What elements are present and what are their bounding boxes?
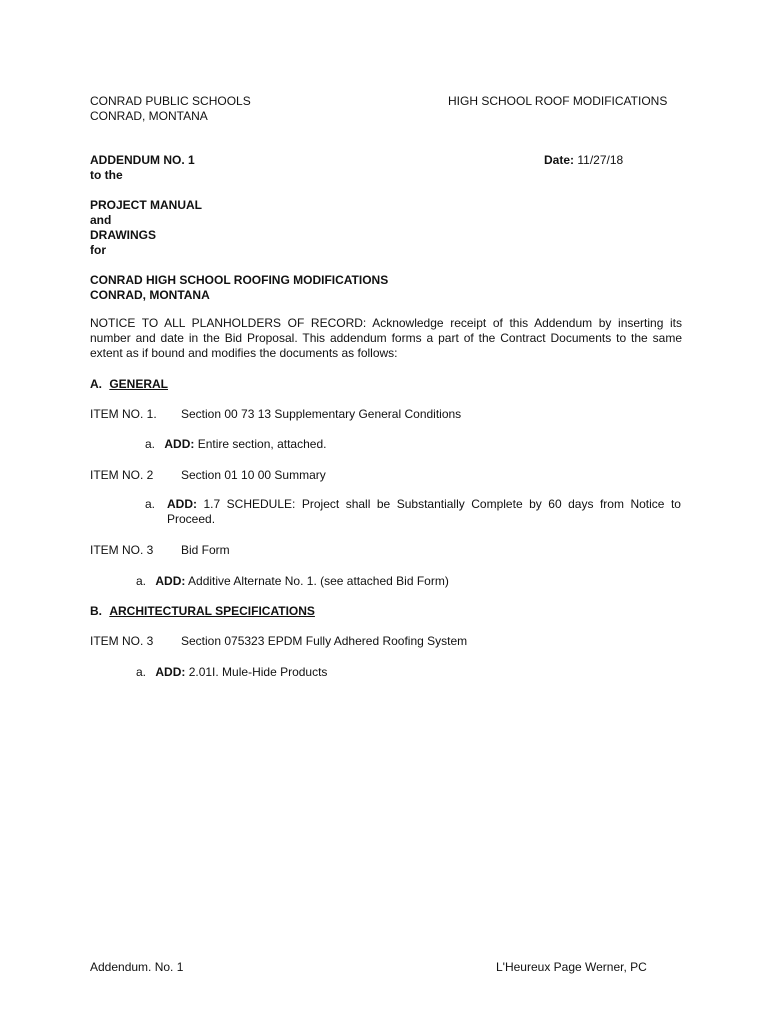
subject-location: CONRAD, MONTANA bbox=[90, 288, 210, 302]
project-drawings-label: DRAWINGS bbox=[90, 228, 156, 242]
addendum-date bbox=[544, 153, 623, 168]
notice-paragraph: NOTICE TO ALL PLANHOLDERS OF RECORD: Acknowledge receipt of this Addendum by inserting its number and date in the Bid Proposal. This addendum forms a part of the Contract Documents to the same extent as if bound and modifies the documents as follows: bbox=[90, 316, 682, 360]
item-1-text: Section 00 73 13 Supplementary General Conditions bbox=[181, 407, 462, 421]
section-b-heading bbox=[90, 604, 315, 619]
section-a-heading bbox=[90, 377, 168, 392]
item-3-sub-add: ADD: bbox=[155, 574, 186, 588]
item-b3-sub-letter: a. bbox=[136, 665, 147, 679]
section-a-title: GENERAL bbox=[109, 377, 169, 391]
item-3-sub-text: Additive Alternate No. 1. (see attached Bid Form) bbox=[188, 574, 449, 588]
section-b-letter: B. bbox=[90, 604, 102, 618]
item-b3-sub-text: 2.01I. Mule-Hide Products bbox=[188, 665, 328, 679]
section-b-title: ARCHITECTURAL SPECIFICATIONS bbox=[109, 604, 315, 618]
section-a-letter: A. bbox=[90, 377, 102, 391]
header-org-name: CONRAD PUBLIC SCHOOLS bbox=[90, 94, 251, 108]
item-2-sub-add: ADD: bbox=[167, 497, 197, 511]
item-1-sub-add: ADD: bbox=[164, 437, 195, 451]
header-org-location: CONRAD, MONTANA bbox=[90, 109, 208, 123]
item-2-sub-letter: a. bbox=[145, 497, 156, 511]
footer-firm-name: L'Heureux Page Werner, PC bbox=[496, 960, 647, 974]
project-for-label: for bbox=[90, 243, 106, 257]
item-3-sub-letter: a. bbox=[136, 574, 147, 588]
date-label: Date: bbox=[544, 153, 575, 167]
addendum-title: ADDENDUM NO. 1 bbox=[90, 153, 195, 167]
footer-addendum-number: Addendum. No. 1 bbox=[90, 960, 184, 974]
item-1-sub-text: Entire section, attached. bbox=[197, 437, 327, 451]
project-manual-label: PROJECT MANUAL bbox=[90, 198, 203, 212]
subject-title: CONRAD HIGH SCHOOL ROOFING MODIFICATIONS bbox=[90, 273, 389, 287]
item-3-text: Bid Form bbox=[181, 543, 230, 557]
item-b3-sub-add: ADD: bbox=[155, 665, 186, 679]
addendum-to-the: to the bbox=[90, 168, 123, 182]
item-b3-sub bbox=[136, 665, 327, 680]
item-2-sub bbox=[167, 497, 681, 527]
item-1-label: ITEM NO. 1. bbox=[90, 407, 157, 421]
item-2-text: Section 01 10 00 Summary bbox=[181, 468, 326, 482]
date-value: 11/27/18 bbox=[577, 153, 624, 167]
item-b3-label: ITEM NO. 3 bbox=[90, 634, 154, 648]
item-3-label: ITEM NO. 3 bbox=[90, 543, 154, 557]
item-1-sub bbox=[145, 437, 326, 452]
item-b3-text: Section 075323 EPDM Fully Adhered Roofing System bbox=[181, 634, 468, 648]
item-1-sub-letter: a. bbox=[145, 437, 156, 451]
project-and-label: and bbox=[90, 213, 112, 227]
item-2-label: ITEM NO. 2 bbox=[90, 468, 154, 482]
item-2-sub-text: 1.7 SCHEDULE: Project shall be Substantially Complete by 60 days from Notice to Proceed. bbox=[167, 497, 681, 526]
item-3-sub bbox=[136, 574, 449, 589]
header-project-title: HIGH SCHOOL ROOF MODIFICATIONS bbox=[448, 94, 668, 108]
